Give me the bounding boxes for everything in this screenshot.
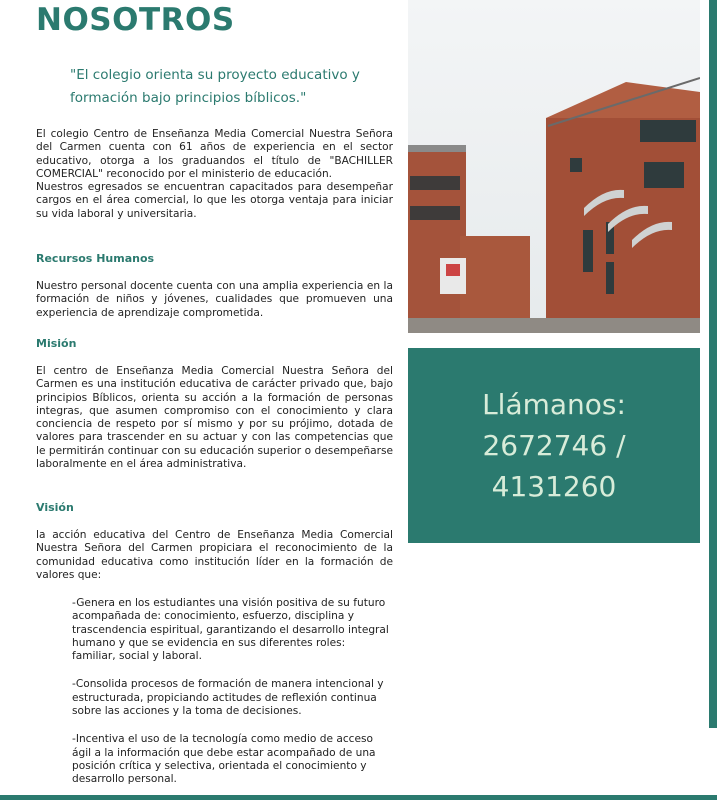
recursos-heading: Recursos Humanos xyxy=(36,252,155,265)
call-label: Llámanos: xyxy=(482,388,626,421)
recursos-text: Nuestro personal docente cuenta con una amplia experiencia en la formación de niños y jóvenes, cualidades que promueven una experiencia de aprendizaje comprometida. xyxy=(36,280,393,319)
vision-text: la acción educativa del Centro de Enseñanza Media Comercial Nuestra Señora del Carmen propiciara el reconocimiento de la comunidad educativa como institución líder en la formación de valores que: xyxy=(36,529,393,581)
motto-quote: "El colegio orienta su proyecto educativo y formación bajo principios bíblicos." xyxy=(70,67,360,106)
phone-number[interactable]: 2672746 / xyxy=(482,429,626,462)
intro-section xyxy=(36,128,393,221)
list-item: -Consolida procesos de formación de manera intencional y estructurada, propiciando actitudes de reflexión continua sobre las acciones y la toma de decisiones. xyxy=(72,678,384,718)
intro-paragraph: El colegio Centro de Enseñanza Media Comercial Nuestra Señora del Carmen cuenta con 61 años de experiencia en el sector educativo, otorga a los graduandos el título de "BACHILLER COMERCIAL" reconocido por el ministerio de educación. xyxy=(36,128,393,180)
call-us-panel xyxy=(408,348,700,543)
list-item: -Incentiva el uso de la tecnología como medio de acceso ágil a la información que debe estar acompañado de una posición crítica y selectiva, orientada el conocimiento y desarrollo personal. xyxy=(72,733,376,786)
intro-paragraph: Nuestros egresados se encuentran capacitados para desempeñar cargos en el área comercial, lo que les otorga ventaja para iniciar su vida laboral y universitaria. xyxy=(36,181,393,220)
school-building-photo xyxy=(408,0,700,333)
page-title: NOSOTROS xyxy=(36,2,235,38)
mision-text: El centro de Enseñanza Media Comercial Nuestra Señora del Carmen es una institución educativa de carácter privado que, bajo principios Bíblicos, orienta su acción a la formación de personas integras, que asumen compromiso con el conocimiento y clara conciencia de respeto por sí mismo y por su prójimo, dotada de valores para trascender en su actuar y con las competencias que le permitirán continuar con su educación superior o desempeñarse laboralmente en el área administrativa. xyxy=(36,365,393,471)
mision-heading: Misión xyxy=(36,337,77,350)
list-item: -Genera en los estudiantes una visión positiva de su futuro acompañada de: conocimiento, esfuerzo, disciplina y trascendencia espiritual, garantizando el desarrollo integral humano y que se evidencia en sus diferentes roles: familiar, social y laboral. xyxy=(72,597,389,663)
right-accent-bar xyxy=(709,0,717,728)
vision-list xyxy=(72,597,392,802)
vision-heading: Visión xyxy=(36,501,74,514)
phone-number[interactable]: 4131260 xyxy=(491,470,617,503)
